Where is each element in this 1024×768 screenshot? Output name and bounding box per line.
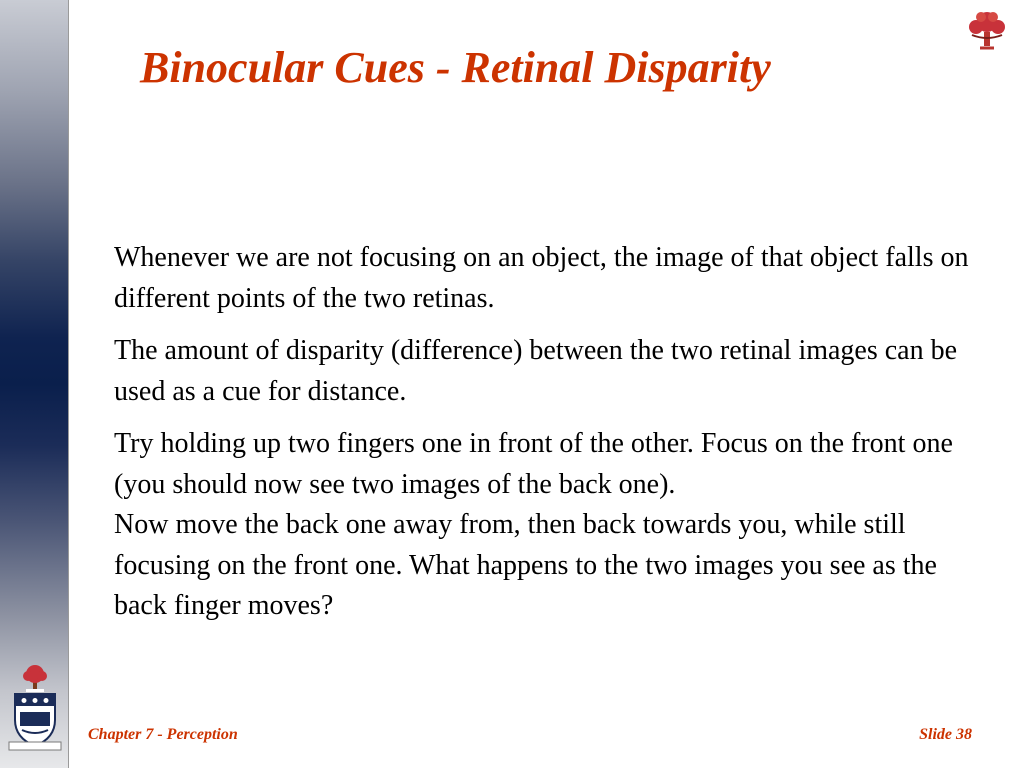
body-paragraph-2: The amount of disparity (difference) between the two retinal images can be used as a cue for distance. <box>114 335 958 407</box>
footer-slide-number: Slide 38 <box>919 726 972 743</box>
body-paragraph-1: Whenever we are not focusing on an object, the image of that object falls on different points of the two retinas. <box>114 242 969 314</box>
body-paragraph-3: Try holding up two fingers one in front of the other. Focus on the front one (you should now see two images of the back one). Now move the back one away from, then back towards you, while still focusing on the front one. What happens to the two images you see as the back finger moves? <box>114 428 953 621</box>
footer-chapter-label: Chapter 7 - Perception <box>88 726 238 743</box>
slide-body <box>114 238 994 639</box>
university-crest-icon <box>6 662 64 754</box>
tree-logo-icon <box>962 8 1012 52</box>
sidebar-gradient-bar <box>0 0 69 768</box>
slide-title: Binocular Cues - Retinal Disparity <box>140 43 771 92</box>
